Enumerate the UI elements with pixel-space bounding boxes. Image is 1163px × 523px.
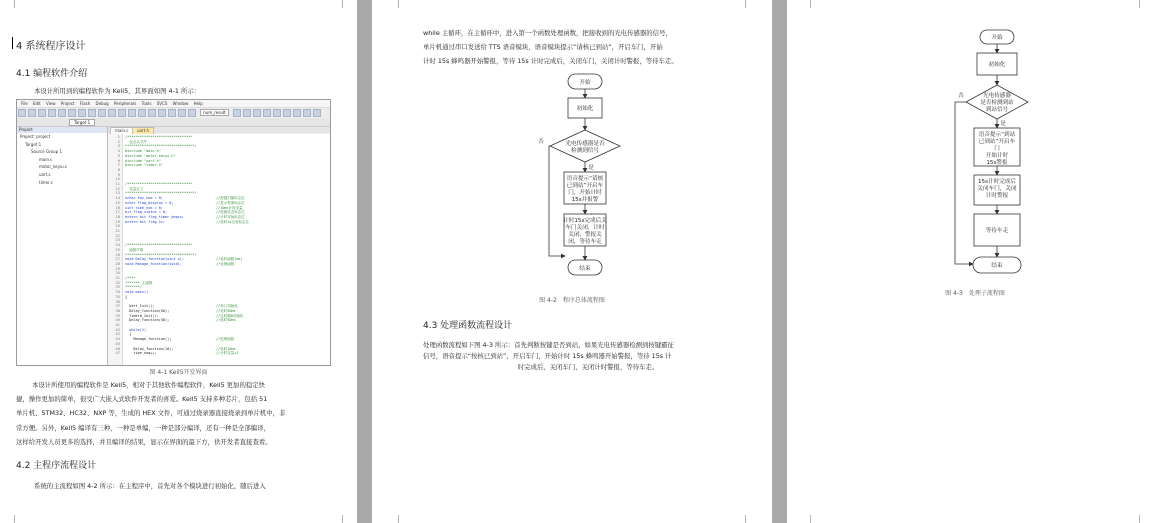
paragraph-line: 捷，操作更加的简单，很受广大嵌入式软件开发者的喜爱。Keil5 支持多种芯片，包括 51 <box>16 395 268 404</box>
code-editor <box>108 134 330 365</box>
code-text: while(1) <box>125 327 147 332</box>
code-text: Timer0_Init(); <box>125 313 159 318</box>
flow-init-label: 初始化 <box>576 106 594 112</box>
editor-tabs <box>108 127 330 133</box>
section-title: 4.1 编程软件介绍 <box>16 69 88 79</box>
document-page-3 <box>787 0 1163 523</box>
tab-uart-h: uart.h <box>132 127 154 135</box>
line-number: 15 <box>115 200 120 205</box>
keil-menu-bar <box>17 100 330 108</box>
document-page-1 <box>0 0 357 523</box>
flow-box2-line: 闭，等待车走 <box>568 239 602 245</box>
code-comment: //检测状态标志位 <box>216 210 245 215</box>
flow-decision-line: 光电传感器 <box>983 93 1011 99</box>
file-dropdown: num_result <box>200 109 228 116</box>
keil-toolbar <box>17 108 330 117</box>
code-comment: //延时1s完成标志位 <box>216 219 249 224</box>
line-number: 14 <box>115 196 120 201</box>
tree-item: Project: project <box>20 134 51 139</box>
code-text: *********************************/ <box>125 144 197 149</box>
flow-no-label: 否 <box>538 139 544 145</box>
figure-caption: 图 4-2 程序总体流程图 <box>539 297 605 304</box>
keil-build-toolbar <box>17 118 330 127</box>
code-text: /**** <box>125 276 136 280</box>
flow-box2-line: 计时15s完成后关 <box>563 218 607 224</box>
flow-box2-line: 15s计时完成后 <box>977 179 1017 185</box>
code-comment: //延时50ms <box>216 308 236 313</box>
code-text: Uart_Init(); <box>125 304 155 309</box>
line-number: 42 <box>115 327 120 332</box>
line-number: 16 <box>115 205 120 210</box>
line-number: 31 <box>115 276 120 280</box>
menu-item: Project <box>60 101 75 106</box>
paragraph-line: 这样给开发人员更多的选择，并且编译的结果，显示在界面的最下方，供开发者直接查看。 <box>16 437 272 446</box>
line-number: 13 <box>115 191 120 196</box>
paragraph-line: 单片机通过串口发送给 TTS 语音模块，语音模块提示“请核已到站”，开启车门，开始 <box>423 43 663 52</box>
line-number: 40 <box>115 318 120 323</box>
code-text: 包含头文件 <box>125 139 147 144</box>
flow-box2-line: 计时警报 <box>985 193 1009 199</box>
line-number: 2 <box>117 139 120 144</box>
flow-decision-line: 是否检测到站 <box>980 100 1014 106</box>
code-text: 函数声明 <box>125 247 144 252</box>
code-text: Delay_function(50); <box>125 318 170 323</box>
code-text: #include "uart.h" <box>125 158 161 163</box>
menu-item: Tools <box>141 101 152 106</box>
flow-init-label: 初始化 <box>988 62 1006 68</box>
line-number: 21 <box>115 229 120 233</box>
flow-start-label: 开始 <box>991 35 1003 41</box>
crop-mark <box>6 0 15 8</box>
code-comment: //显示界面标志位 <box>216 200 245 205</box>
code-comment: //延时函数(ms) <box>216 257 243 262</box>
line-number: 43 <box>115 332 120 337</box>
line-number: 39 <box>115 313 120 318</box>
flow-start-label: 开始 <box>579 80 591 86</box>
flow-box2-line: 关闭，警报关 <box>568 232 602 238</box>
crop-mark <box>802 515 811 523</box>
paragraph-line: 时完成后，关闭车门，关闭计时警报，等待车走。 <box>517 363 659 371</box>
code-text: void Manage_function(void); <box>125 261 182 266</box>
tree-item: main.c <box>39 156 53 162</box>
flow-box2-line: 车门关闭，计时 <box>565 225 605 231</box>
code-comment: //计时变量+1 <box>216 351 239 356</box>
paragraph-line: while 主循环，在主循环中，进入第一个函数处理函数，把接收到的光电传感器的信号， <box>423 29 672 37</box>
code-text: extern bit flag_1s; <box>125 219 166 224</box>
line-number: 3 <box>117 144 120 149</box>
line-number: 8 <box>117 167 120 172</box>
menu-item: Debug <box>95 101 109 106</box>
menu-item: Window <box>172 101 189 106</box>
line-number: 19 <box>115 219 120 224</box>
paragraph: 本设计所用到的编程软件为 Keil5，其界面如图 4-1 所示： <box>34 87 201 95</box>
project-pane-title: Project <box>17 127 107 133</box>
code-comment: //串口初始化 <box>216 304 238 309</box>
code-text: { <box>125 332 132 337</box>
code-text: /******************************* <box>125 135 193 139</box>
line-number: 38 <box>115 308 120 313</box>
line-number: 44 <box>115 337 120 342</box>
code-text: extern bit flag_timer_begin; <box>125 214 185 219</box>
flow-box1-line: 门，开始计时 <box>568 190 602 196</box>
line-number: 41 <box>115 323 120 327</box>
menu-item: SVCS <box>156 101 168 106</box>
line-number: 36 <box>115 299 120 304</box>
code-text: 变量定义 <box>125 186 144 191</box>
menu-item: Peripherals <box>113 101 137 106</box>
line-number: 47 <box>115 351 120 356</box>
flow-end-label: 结束 <box>991 263 1003 269</box>
document-page-2 <box>372 0 772 523</box>
tree-item: Source Group 1 <box>31 149 63 155</box>
code-text: *********************************/ <box>125 191 197 196</box>
flow-decision-line: 检测到信号 <box>571 148 599 154</box>
line-number: 45 <box>115 341 120 346</box>
line-number: 7 <box>117 163 120 168</box>
code-text: uchar flag_display = 0; <box>125 200 174 205</box>
menu-item: Help <box>193 101 203 106</box>
flow-decision-line: 到站信号 <box>985 107 1009 113</box>
code-text: #include "timer.h" <box>125 163 163 168</box>
paragraph-line: 处理函数流程如下图 4-3 所示：首先判断按键是否到站，如果光电传感器检测到按键霸征 <box>423 341 674 349</box>
line-number: 32 <box>115 280 120 285</box>
line-number: 24 <box>115 243 120 248</box>
flow-box1-line: 语音提示“到站 <box>978 132 1016 138</box>
menu-item: File <box>21 101 28 106</box>
target-select: Target 1 <box>69 119 95 126</box>
flow-box1-line: 已到站”开启车 <box>566 183 604 189</box>
code-text: *********************************/ <box>125 252 197 257</box>
line-number: 27 <box>115 257 120 262</box>
line-number: 6 <box>117 158 120 163</box>
tab-main-c: main.c <box>110 127 133 135</box>
code-comment: //延时50ms <box>216 318 236 323</box>
code-comment: //定时器0初始化 <box>216 313 244 318</box>
line-number: 29 <box>115 266 120 271</box>
line-number: 28 <box>115 261 120 266</box>
crop-mark <box>745 515 754 523</box>
line-number: 25 <box>115 247 120 252</box>
code-text: time_num++; <box>125 351 157 356</box>
crop-mark <box>342 0 351 8</box>
line-number: 30 <box>115 271 120 276</box>
paragraph-line: 常方便。另外，Keil5 编译有三种，一种是单编，一种是部分编译，还有一种是全部编译， <box>16 423 270 432</box>
line-number: 22 <box>115 233 120 238</box>
menu-item: Edit <box>32 101 41 106</box>
flow-yes-label: 是 <box>588 165 594 171</box>
code-text: /******************************* <box>125 243 193 248</box>
tree-item: Target 1 <box>25 141 42 147</box>
code-comment: //处理函数 <box>216 261 235 266</box>
code-text: bit flag_status = 0; <box>125 210 168 215</box>
code-text: uchar key_num = 0; <box>125 196 163 201</box>
flow-box1-line: 15s警报 <box>986 160 1008 166</box>
paragraph-line: 信号，语音提示“按核已到站”，开启车门，开始计时 15s 蜂鸣器开始警报，等待 15s 计 <box>423 352 672 360</box>
menu-item: Flash <box>79 101 91 106</box>
crop-mark <box>342 515 351 523</box>
code-text: void Delay_function(uint x); <box>125 257 185 262</box>
line-number: 4 <box>117 149 120 154</box>
tree-item: motor_keyiu.c <box>39 164 68 170</box>
line-number: 11 <box>115 182 120 186</box>
flow-end-label: 结束 <box>579 266 591 272</box>
code-comment: //按键扫描标志位 <box>216 196 245 201</box>
code-text: /******************************* <box>125 182 193 186</box>
flow-box1-line: 15s并报警 <box>571 197 599 203</box>
code-comment: //计时开始标志位 <box>216 214 245 219</box>
menu-item: View <box>46 101 56 106</box>
paragraph: 系统的主流程如图 4-2 所示：在主程序中，首先对各个模块进行初始化，随后进入 <box>34 482 266 490</box>
line-number: 34 <box>115 290 120 295</box>
line-number: 23 <box>115 238 120 243</box>
figure-caption: 图 4-1 Keil5开发界面 <box>149 369 208 376</box>
code-text: ******* 主函数 <box>125 280 153 285</box>
text-cursor <box>12 37 13 49</box>
code-text: Manage_function(); <box>125 337 172 342</box>
code-text: { <box>125 294 128 299</box>
code-text: Delay_function(50); <box>125 308 170 313</box>
section-title: 4.2 主程序流程设计 <box>16 461 97 471</box>
code-text: #include "main.h" <box>125 149 161 154</box>
tree-item: timer.c <box>39 179 53 185</box>
process-subflowchart <box>787 0 1163 290</box>
paragraph-line: 单片机、STM32、HC32、NXP 等，生成的 HEX 文件，可通过烧录器直接烧录到单片机中，非 <box>16 409 286 418</box>
line-number: 20 <box>115 224 120 229</box>
line-number: 17 <box>115 210 120 215</box>
chapter-title: 4 系统程序设计 <box>16 41 86 52</box>
paragraph-line: 计时 15s 蜂鸣器开始警报，等待 15s 计时完成后，关闭车门，关闭计时警报，等待车走。 <box>423 57 678 66</box>
body-paragraph <box>423 340 753 373</box>
line-number: 37 <box>115 304 120 309</box>
crop-mark <box>1139 515 1148 523</box>
code-text: #include "motor_keiyu.h" <box>125 153 176 158</box>
flow-box1-line: 门 <box>994 146 1000 152</box>
code-comment: //处理函数 <box>216 337 235 342</box>
line-number: 1 <box>117 135 120 139</box>
tree-item: uart.c <box>39 171 51 177</box>
line-number: 9 <box>117 172 120 177</box>
line-number: 12 <box>115 186 120 191</box>
code-text: void main() <box>125 290 149 295</box>
flow-box1-line: 已到站”开启车 <box>978 139 1016 145</box>
crop-mark <box>390 515 399 523</box>
code-text: uint time_num = 0; <box>125 205 163 210</box>
crop-mark <box>6 515 15 523</box>
flow-decision-line: 光电传感器是否 <box>565 141 605 147</box>
line-number: 35 <box>115 294 120 299</box>
body-paragraph <box>16 378 336 449</box>
flow-box1-line: 语音提示“请核 <box>566 176 604 182</box>
flow-box1-line: 开始计时 <box>985 153 1009 159</box>
flow-no-label: 否 <box>958 93 964 99</box>
code-comment: //10ms计时变量 <box>216 205 243 210</box>
keil5-screenshot <box>16 99 331 366</box>
flow-box3-line: 等待车走 <box>985 228 1009 234</box>
project-pane <box>17 127 108 365</box>
code-text: *******/ <box>125 285 142 290</box>
code-comment: //延时10ms <box>216 346 236 351</box>
line-number: 46 <box>115 346 120 351</box>
flow-box2-line: 关闭车门，关闭 <box>977 186 1017 192</box>
code-line <box>108 351 330 356</box>
flow-yes-label: 是 <box>1000 121 1006 127</box>
line-number: 18 <box>115 214 120 219</box>
main-program-flowchart <box>372 0 772 300</box>
figure-caption: 图 4-3 处理子流程图 <box>945 290 1005 297</box>
line-number: 5 <box>117 153 120 158</box>
paragraph-line: 本设计所使用的编程软件是 Keil5，相对于其他软件编程软件，Keil5 更加的稳定快 <box>32 381 266 389</box>
section-title: 4.3 处理函数流程设计 <box>423 321 513 331</box>
line-number: 26 <box>115 252 120 257</box>
line-number: 33 <box>115 285 120 290</box>
line-number: 10 <box>115 177 120 182</box>
code-text: Delay_function(10); <box>125 346 174 351</box>
